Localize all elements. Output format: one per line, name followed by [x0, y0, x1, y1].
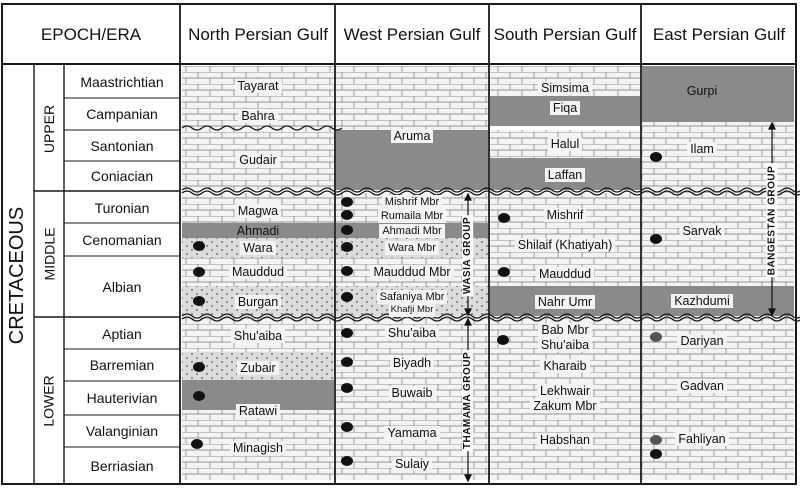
- formation-label: Habshan: [490, 431, 640, 449]
- formation-label: Zubair: [182, 358, 334, 378]
- formation-label: Kazhdumi: [642, 292, 762, 310]
- formation-label: Halul: [490, 135, 640, 153]
- formation-label: Mishrif: [490, 206, 640, 224]
- stage-label: Berriasian: [90, 457, 154, 474]
- formation-label: Shu'aiba: [490, 337, 640, 353]
- formation-label: Gudair: [182, 150, 334, 170]
- header-epoch-era: EPOCH/ERA: [40, 24, 142, 44]
- stage-label: Aptian: [102, 326, 142, 342]
- formation-label: Minagish: [182, 438, 334, 458]
- epoch-lower-label: LOWER: [41, 374, 57, 427]
- formation-label: Shilaif (Khatiyah): [490, 236, 640, 254]
- formation-label: Bahra: [182, 106, 334, 126]
- formation-label: Khafji Mbr: [390, 304, 434, 315]
- formation-label: Aruma: [336, 127, 488, 145]
- formation-label: Shu'aiba: [336, 324, 488, 342]
- formation-label: Mauddud: [182, 262, 334, 282]
- stage-label: Santonian: [90, 137, 154, 154]
- formation-label: Bab Mbr: [490, 322, 640, 338]
- formation-label: Buwaib: [336, 384, 488, 402]
- formation-label: Mauddud: [490, 265, 640, 283]
- epoch-upper-label: UPPER: [41, 104, 58, 153]
- stage-label: Coniacian: [90, 168, 154, 184]
- formation-label: Fiqa: [490, 99, 640, 117]
- stage-label: Maastrichtian: [80, 74, 164, 90]
- formation-label: Zakum Mbr: [490, 398, 640, 414]
- formation-label: Laffan: [490, 166, 640, 184]
- stage-label: Albian: [102, 278, 142, 295]
- formation-label: Fahliyan: [642, 430, 762, 448]
- wasia-group-label: WASIA GROUP: [462, 216, 474, 294]
- formation-label: Ratawi: [182, 402, 334, 420]
- formation-label: Ahmadi: [236, 223, 280, 238]
- header-north-persian-gulf: North Persian Gulf: [188, 24, 328, 44]
- stage-label: Hauterivian: [86, 390, 158, 406]
- formation-label: Yamama: [336, 424, 488, 442]
- formation-label: Kharaib: [490, 357, 640, 375]
- stage-label: Barremian: [89, 357, 155, 373]
- formation-label: Gadvan: [642, 377, 762, 395]
- reservoir-dot: [193, 391, 205, 401]
- formation-label: Nahr Umr: [490, 293, 640, 311]
- reservoir-dot: [650, 449, 662, 459]
- formation-label: Ilam: [642, 140, 762, 158]
- formation-label: Ahmadi Mbr: [336, 224, 488, 238]
- formation-label: Mishrif Mbr: [336, 195, 488, 209]
- header-west-persian-gulf: West Persian Gulf: [343, 24, 481, 44]
- stage-label: Campanian: [86, 106, 158, 122]
- bangestan-group-label: BANGESTAN GROUP: [766, 165, 778, 275]
- formation-label: Gurpi: [686, 84, 718, 98]
- header-east-persian-gulf: East Persian Gulf: [652, 24, 786, 44]
- formation-label: Dariyan: [642, 332, 762, 350]
- formation-label: Safaniya Mbr: [336, 289, 488, 305]
- formation-label: Wara Mbr: [336, 240, 488, 256]
- formation-label: Tayarat: [182, 76, 334, 96]
- epoch-middle-label: MIDDLE: [41, 227, 57, 281]
- formation-label: Rumaila Mbr: [336, 209, 488, 223]
- formation-label: Sulaiy: [336, 455, 488, 473]
- formation-label: Wara: [182, 239, 334, 257]
- formation-label: Lekhwair: [490, 383, 640, 399]
- formation-label: Biyadh: [336, 354, 488, 372]
- formation-label: Simsima: [490, 80, 640, 96]
- stage-label: Valanginian: [85, 423, 159, 439]
- period-label: CRETACEOUS: [6, 206, 29, 344]
- stage-label: Cenomanian: [82, 231, 162, 248]
- formation-label: Mauddud Mbr: [336, 263, 488, 281]
- formation-label: Magwa: [182, 202, 334, 220]
- header-south-persian-gulf: South Persian Gulf: [493, 24, 637, 44]
- formation-label: Sarvak: [642, 222, 762, 240]
- thamama-group-label: THAMAMA GROUP: [462, 351, 474, 449]
- lithology-block: [336, 66, 488, 130]
- formation-label: Shu'aiba: [182, 326, 334, 346]
- stage-label: Turonian: [94, 200, 150, 216]
- formation-label: Burgan: [182, 292, 334, 312]
